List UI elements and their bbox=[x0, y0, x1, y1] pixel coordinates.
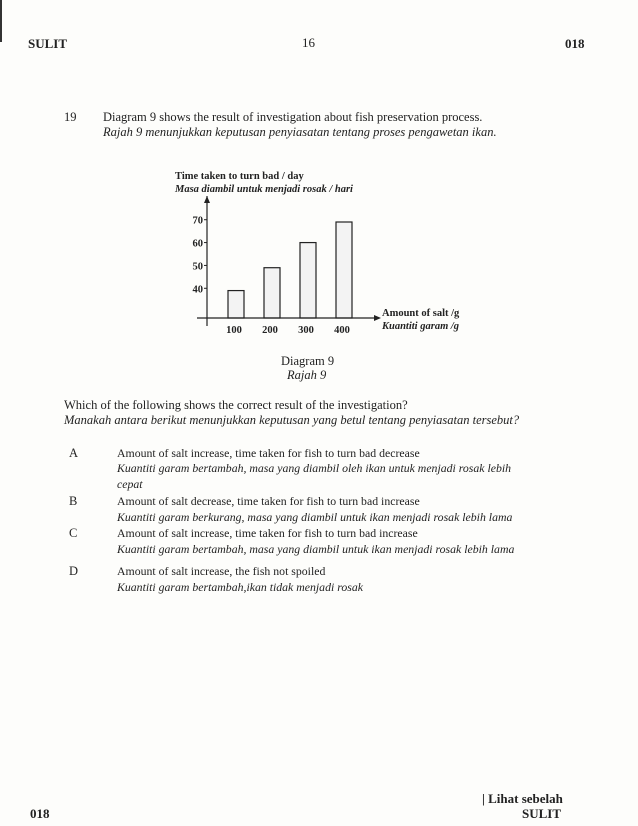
x-axis-arrow-icon bbox=[374, 315, 381, 321]
option-d-letter[interactable]: D bbox=[69, 564, 79, 578]
y-tick-label: 70 bbox=[192, 215, 203, 227]
footer-sulit: SULIT bbox=[522, 806, 562, 821]
option-c-letter[interactable]: C bbox=[69, 526, 78, 540]
option-c-text-ms-1: Kuantiti garam bertambah, masa yang diambil untuk ikan menjadi rosak lebih lama bbox=[117, 542, 515, 556]
y-tick-label: 60 bbox=[192, 238, 203, 250]
bar bbox=[300, 243, 316, 318]
bar bbox=[336, 222, 352, 318]
y-axis-title-ms: Masa diambil untuk menjadi rosak / hari bbox=[175, 184, 353, 195]
bar bbox=[264, 268, 280, 318]
y-tick-label: 50 bbox=[192, 261, 203, 273]
option-c-text-en[interactable]: Amount of salt increase, time taken for fish to turn bad increase bbox=[117, 526, 418, 540]
y-axis-arrow-icon bbox=[204, 196, 210, 203]
footer-next-page: | Lihat sebelah bbox=[482, 791, 563, 806]
option-b-letter[interactable]: B bbox=[69, 494, 78, 508]
diagram-caption-ms: Rajah 9 bbox=[287, 368, 327, 382]
option-b-text-en[interactable]: Amount of salt decrease, time taken for fish to turn bad increase bbox=[117, 494, 420, 508]
prompt-ms: Manakah antara berikut menunjukkan keputusan yang betul tentang penyiasatan tersebut? bbox=[64, 413, 520, 427]
option-a-text-ms-2: cepat bbox=[117, 477, 143, 491]
question-text-en: Diagram 9 shows the result of investigation about fish preservation process. bbox=[103, 110, 483, 124]
x-tick-label: 400 bbox=[334, 325, 350, 336]
diagram-caption-en: Diagram 9 bbox=[281, 354, 335, 368]
prompt-en: Which of the following shows the correct result of the investigation? bbox=[64, 398, 408, 412]
x-tick-label: 300 bbox=[298, 325, 314, 336]
option-b-text-ms-1: Kuantiti garam berkurang, masa yang diambil untuk ikan menjadi rosak lebih lama bbox=[117, 510, 513, 524]
x-tick-label: 100 bbox=[226, 325, 242, 336]
option-d-text-en[interactable]: Amount of salt increase, the fish not spoiled bbox=[117, 564, 326, 578]
y-axis-title-en: Time taken to turn bad / day bbox=[175, 171, 304, 182]
header-sulit: SULIT bbox=[28, 36, 68, 51]
x-tick-label: 200 bbox=[262, 325, 278, 336]
footer-code: 018 bbox=[30, 806, 50, 821]
option-a-text-en[interactable]: Amount of salt increase, time taken for fish to turn bad decrease bbox=[117, 446, 420, 460]
option-d-text-ms-1: Kuantiti garam bertambah,ikan tidak menjadi rosak bbox=[117, 580, 363, 594]
bar bbox=[228, 291, 244, 318]
bar-chart bbox=[160, 168, 500, 343]
header-code: 018 bbox=[565, 36, 585, 51]
x-axis-title-en: Amount of salt /g bbox=[382, 308, 460, 319]
question-number: 19 bbox=[64, 110, 77, 124]
x-axis-title-ms: Kuantiti garam /g bbox=[382, 321, 460, 332]
question-text-ms: Rajah 9 menunjukkan keputusan penyiasatan tentang proses pengawetan ikan. bbox=[103, 125, 497, 139]
y-tick-label: 40 bbox=[192, 284, 203, 296]
option-a-text-ms-1: Kuantiti garam bertambah, masa yang diambil oleh ikan untuk menjadi rosak lebih bbox=[117, 461, 512, 475]
page-number: 16 bbox=[302, 35, 315, 50]
binder-mark bbox=[0, 0, 2, 42]
option-a-letter[interactable]: A bbox=[69, 446, 79, 460]
